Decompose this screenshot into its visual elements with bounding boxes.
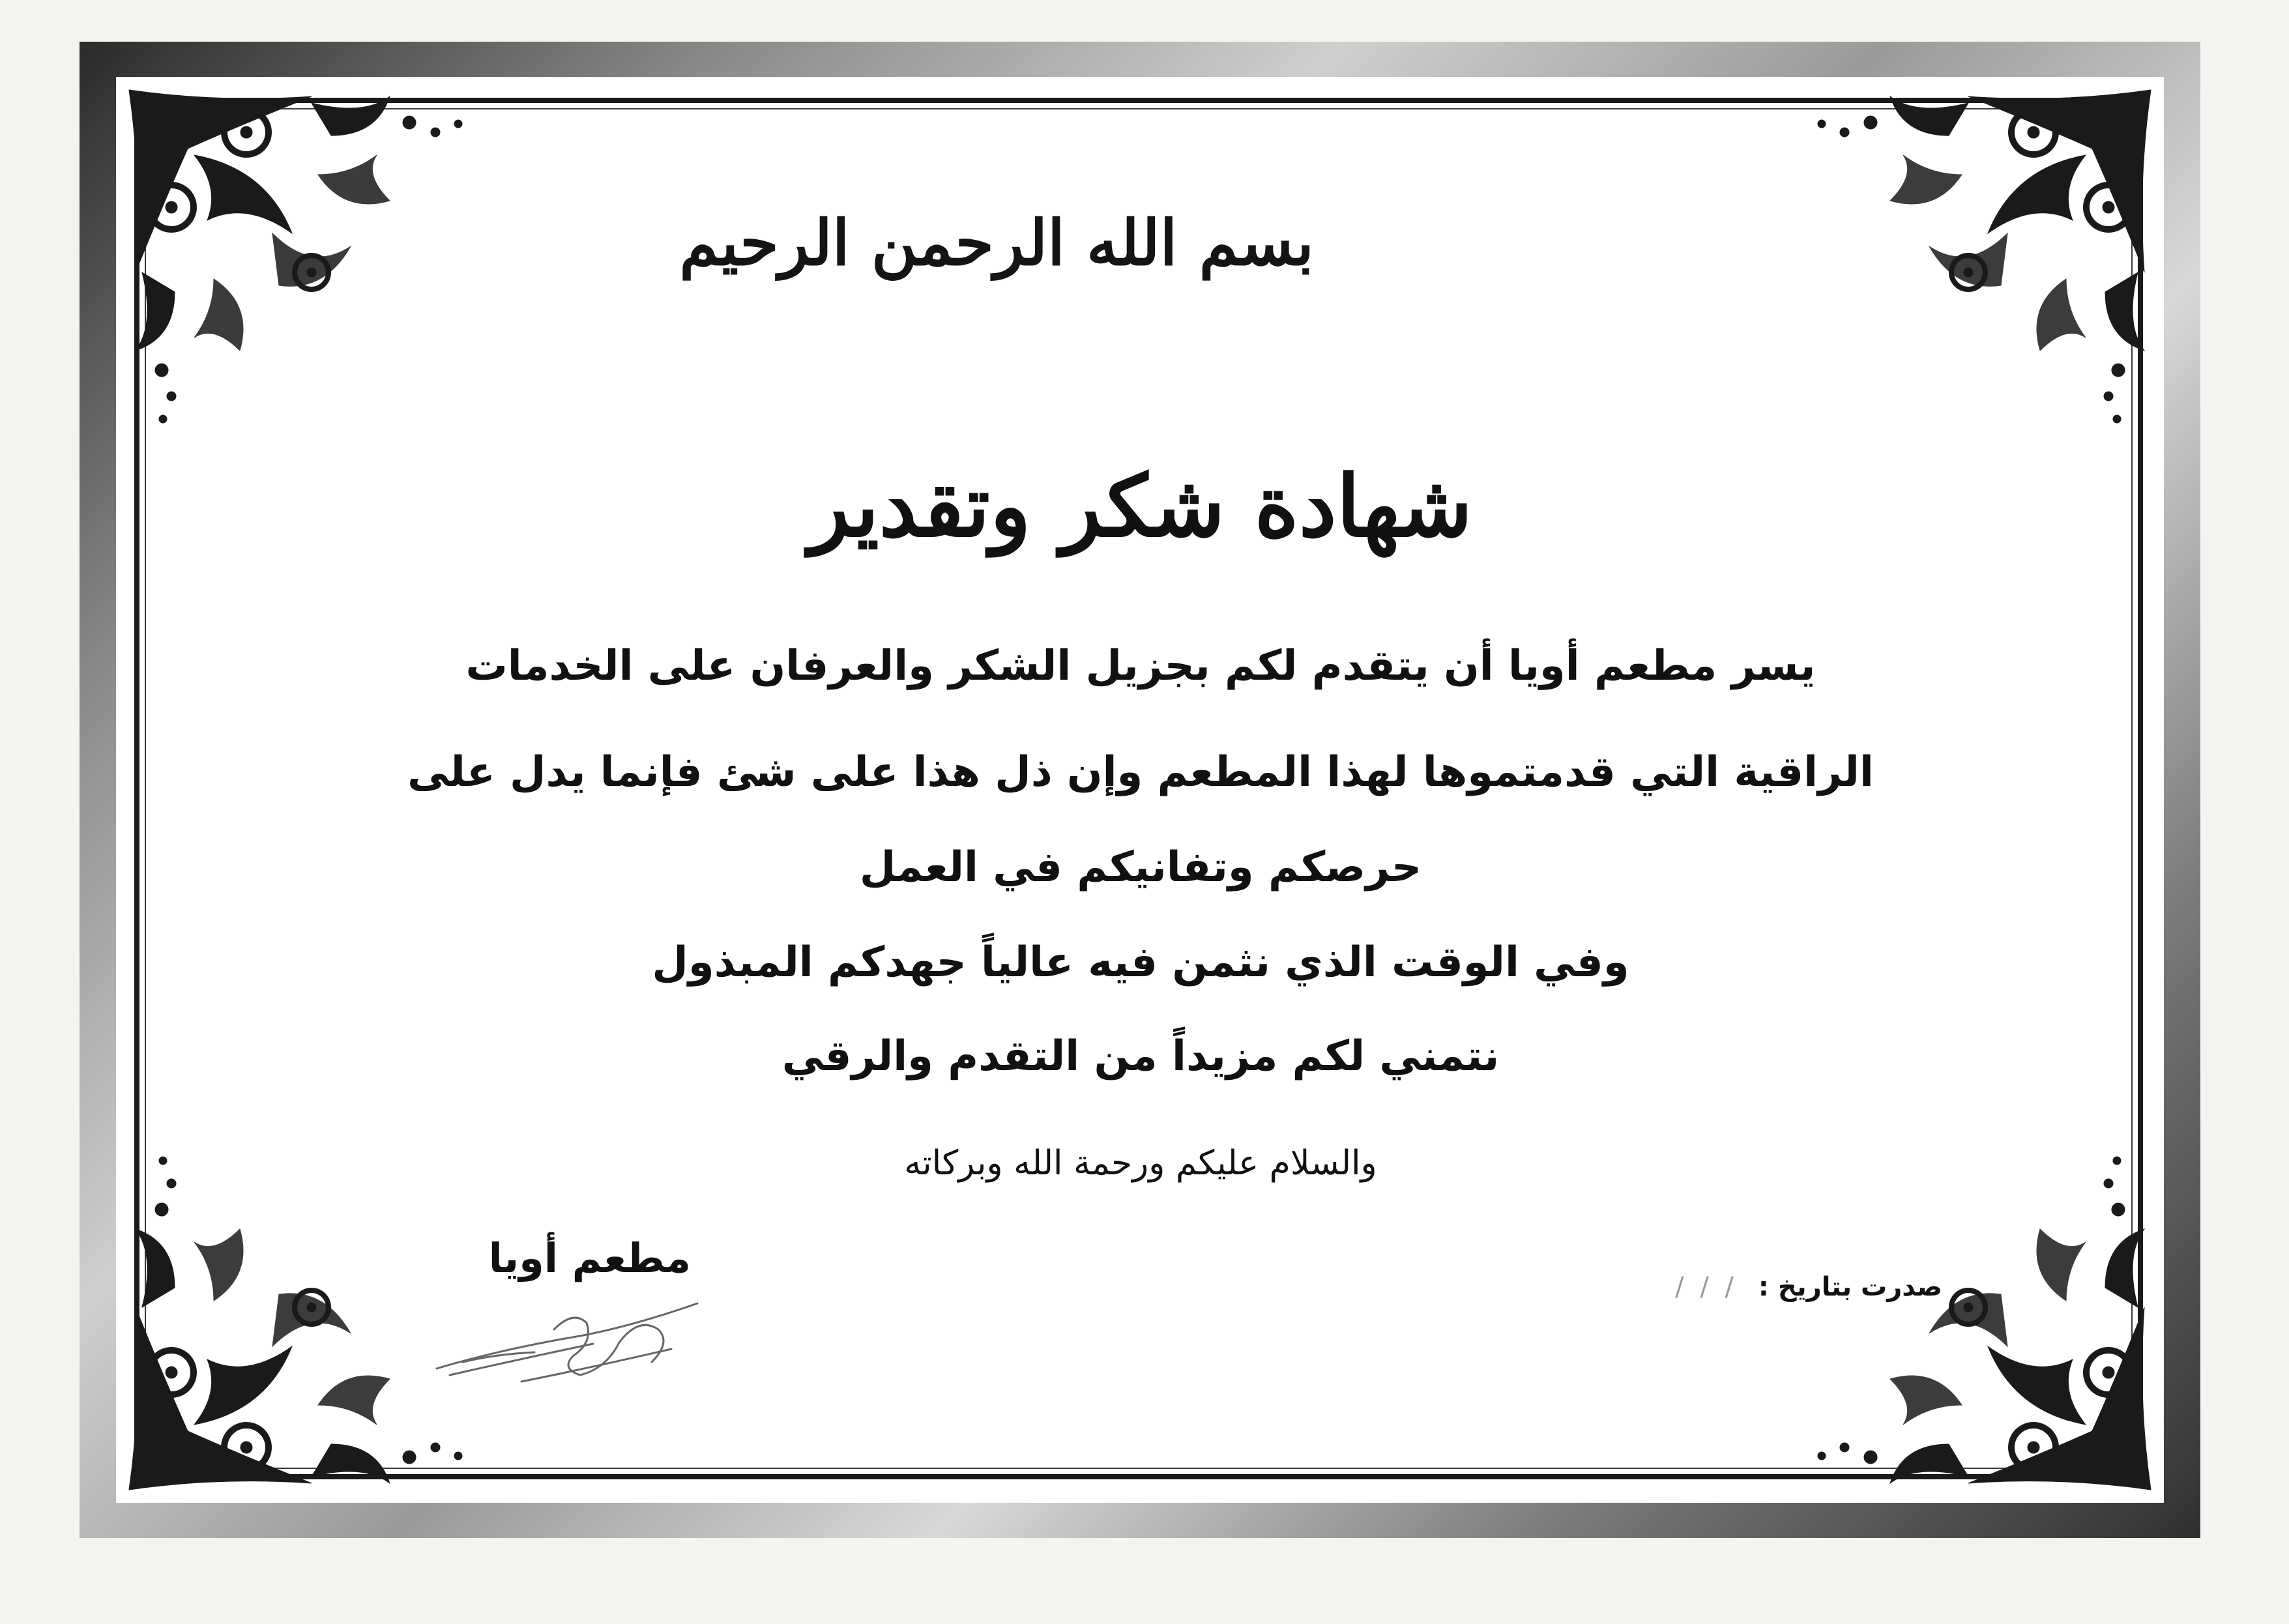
basmala-calligraphy (679, 143, 1314, 339)
issued-date-value: / / / (1675, 1272, 1738, 1302)
issuer-name: مطعم أويا (488, 1234, 691, 1282)
corner-ornament-top-right (1760, 77, 2164, 481)
basmala-text: بسم الله الرحمن الرحيم (679, 206, 1314, 280)
body-line-4: وفي الوقت الذي نثمن فيه عالياً جهدكم المبذول (652, 938, 1629, 987)
closing-greeting: والسلام عليكم ورحمة الله وبركاته (904, 1144, 1377, 1183)
body-line-3: حرصكم وتفانيكم في العمل (859, 843, 1422, 892)
issued-label: صدرت بتاريخ : (1758, 1272, 1942, 1302)
certificate-title: شهادة شكر وتقدير (808, 456, 1473, 556)
body-line-1: يسر مطعم أويا أن يتقدم لكم بجزيل الشكر والعرفان على الخدمات (465, 642, 1816, 690)
body-line-2: الراقية التي قدمتموها لهذا المطعم وإن ذل هذا على شئ فإنما يدل على (407, 748, 1874, 796)
issued-date-block (1434, 1272, 1942, 1302)
floral-ornament-icon (1760, 77, 2164, 481)
corner-ornament-top-left (116, 77, 520, 481)
signature-icon (424, 1271, 723, 1401)
body-line-5: نتمني لكم مزيداً من التقدم والرقي (781, 1032, 1500, 1080)
floral-ornament-icon (116, 77, 520, 481)
